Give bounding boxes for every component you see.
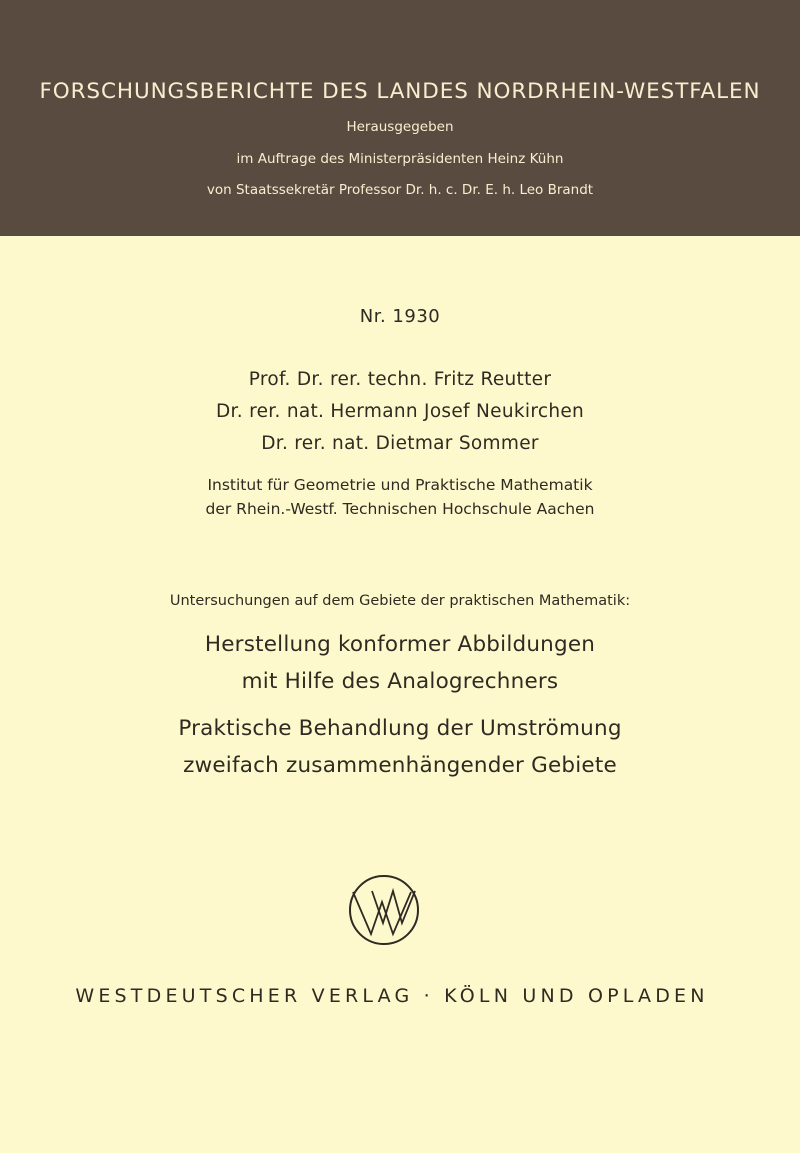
- title-line: zweifach zusammenhängender Gebiete: [183, 753, 617, 778]
- header-band: [0, 0, 800, 236]
- institute-line: Institut für Geometrie und Praktische Mathematik: [207, 476, 593, 494]
- author: Dr. rer. nat. Dietmar Sommer: [261, 433, 539, 454]
- publisher-logo-icon: [345, 873, 423, 947]
- editor-line: von Staatssekretär Professor Dr. h. c. Dr. E. h. Leo Brandt: [206, 182, 594, 198]
- report-number: Nr. 1930: [359, 306, 441, 327]
- title-line: mit Hilfe des Analogrechners: [241, 669, 559, 694]
- editor-line: Herausgegeben: [346, 119, 454, 135]
- title-line: Herstellung konformer Abbildungen: [204, 632, 596, 657]
- subtitle: Untersuchungen auf dem Gebiete der praktischen Mathematik:: [169, 593, 631, 609]
- author: Dr. rer. nat. Hermann Josef Neukirchen: [215, 401, 585, 422]
- institute-line: der Rhein.-Westf. Technischen Hochschule Aachen: [205, 500, 595, 518]
- author: Prof. Dr. rer. techn. Fritz Reutter: [248, 369, 552, 390]
- publisher-imprint: WESTDEUTSCHER VERLAG · KÖLN UND OPLADEN: [75, 985, 709, 1007]
- title-line: Praktische Behandlung der Umströmung: [178, 716, 622, 741]
- series-title: FORSCHUNGSBERICHTE DES LANDES NORDRHEIN-WESTFALEN: [39, 79, 761, 104]
- editor-line: im Auftrage des Ministerpräsidenten Heinz Kühn: [236, 151, 564, 167]
